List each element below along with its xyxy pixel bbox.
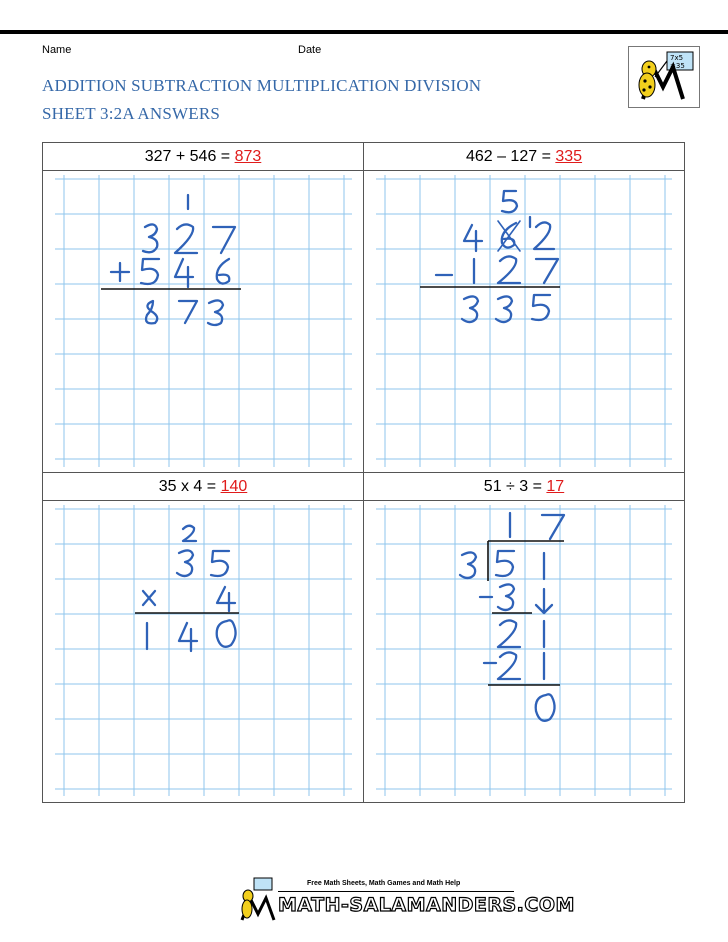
- svg-text:7x5: 7x5: [670, 54, 684, 62]
- footer-brand: MATH-SALAMANDERS.COM: [278, 894, 575, 916]
- date-label: Date: [298, 44, 322, 56]
- handwritten-working: [43, 501, 364, 802]
- footer-logo-icon: [238, 876, 276, 922]
- problem-cell-subtraction: [364, 143, 684, 473]
- problem-cell-multiplication: [43, 473, 364, 802]
- problem-question: [43, 473, 363, 501]
- answer-text: 873: [234, 148, 262, 165]
- sheet-subtitle: SHEET 3:2A ANSWERS: [42, 104, 221, 123]
- name-label: Name: [42, 44, 72, 56]
- problem-cell-division: [364, 473, 684, 802]
- handwritten-working: [364, 171, 684, 473]
- footer-rule: [278, 891, 514, 892]
- worksheet-grid: [42, 142, 685, 803]
- handwritten-working: [43, 171, 364, 473]
- answer-text: 140: [220, 478, 248, 495]
- problem-cell-addition: [43, 143, 364, 473]
- sheet-title: ADDITION SUBTRACTION MULTIPLICATION DIVISION: [42, 76, 482, 95]
- problem-question: [43, 143, 363, 171]
- handwritten-working: [364, 501, 684, 802]
- answer-text: 17: [546, 478, 565, 495]
- footer-tagline: Free Math Sheets, Math Games and Math Help: [307, 880, 461, 887]
- answer-text: 335: [555, 148, 583, 165]
- top-rule: [0, 30, 728, 34]
- question-text: 35 x 4 =: [158, 478, 221, 495]
- problem-question: [364, 143, 684, 171]
- question-text: 462 – 127 =: [465, 148, 556, 165]
- question-text: 327 + 546 =: [144, 148, 235, 165]
- question-text: 51 ÷ 3 =: [483, 478, 547, 495]
- svg-text:=35: =35: [670, 62, 685, 70]
- problem-question: [364, 473, 684, 501]
- salamander-logo-icon: [628, 46, 700, 108]
